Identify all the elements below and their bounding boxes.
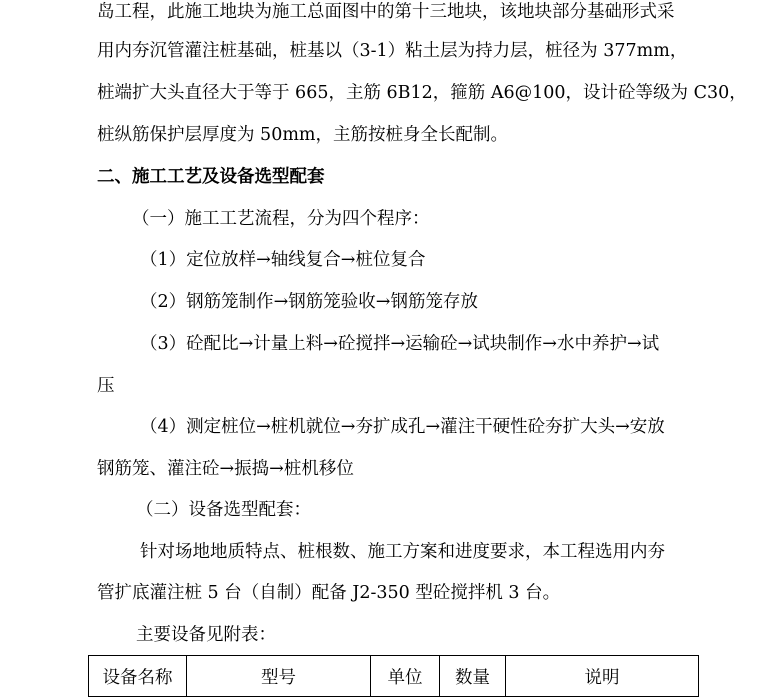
section-heading: 二、施工工艺及设备选型配套 xyxy=(97,167,325,187)
equipment-table xyxy=(88,655,699,697)
intro-line-4: 桩纵筋保护层厚度为 50mm，主筋按桩身全长配制。 xyxy=(97,125,509,145)
process-step-2: （2）钢筋笼制作→钢筋笼验收→钢筋笼存放 xyxy=(140,292,478,312)
header-equipment-name: 设备名称 xyxy=(89,656,187,697)
equipment-para-line-1: 针对场地地质特点、桩根数、施工方案和进度要求，本工程选用内夯 xyxy=(140,542,665,562)
header-notes: 说明 xyxy=(506,656,699,697)
equipment-para-line-2: 管扩底灌注桩 5 台（自制）配备 J2-350 型砼搅拌机 3 台。 xyxy=(97,583,561,603)
process-step-1: （1）定位放样→轴线复合→桩位复合 xyxy=(140,250,426,270)
process-step-4: （4）测定桩位→桩机就位→夯扩成孔→灌注干硬性砼夯扩大头→安放 xyxy=(140,417,665,437)
process-step-3: （3）砼配比→计量上料→砼搅拌→运输砼→试块制作→水中养护→试 xyxy=(140,334,660,354)
header-model: 型号 xyxy=(187,656,371,697)
process-step-3-cont: 压 xyxy=(97,376,115,396)
subsection-2-title: （二）设备选型配套： xyxy=(136,500,311,520)
table-caption: 主要设备见附表： xyxy=(136,625,276,645)
intro-line-3: 桩端扩大头直径大于等于 665，主筋 6B12，箍筋 A6@100，设计砼等级为 C30， xyxy=(97,83,747,103)
table-header-row xyxy=(89,656,699,697)
header-unit: 单位 xyxy=(371,656,440,697)
subsection-1-title: （一）施工工艺流程，分为四个程序： xyxy=(132,209,430,229)
intro-line-1: 岛工程，此施工地块为施工总面图中的第十三地块，该地块部分基础形式采 xyxy=(97,2,675,22)
header-quantity: 数量 xyxy=(440,656,506,697)
process-step-4-cont: 钢筋笼、灌注砼→振捣→桩机移位 xyxy=(97,459,354,479)
intro-line-2: 用内夯沉管灌注桩基础，桩基以（3-1）粘土层为持力层，桩径为 377mm， xyxy=(97,41,688,61)
